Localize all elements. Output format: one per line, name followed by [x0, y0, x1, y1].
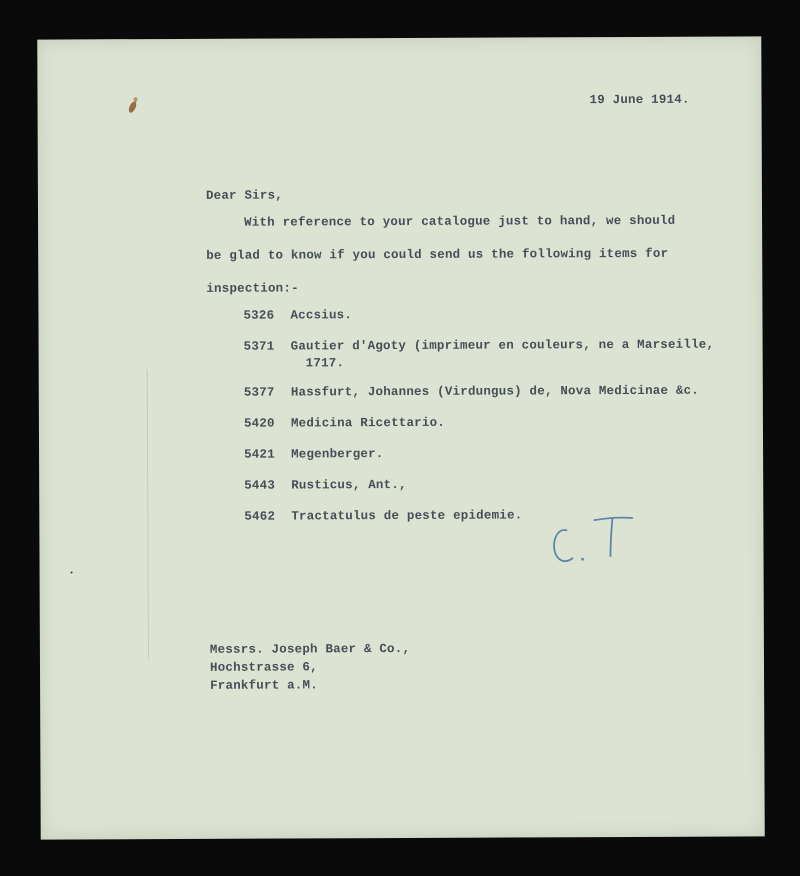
- item-title: Rusticus, Ant.,: [291, 477, 407, 493]
- item-title-continued: 1717.: [305, 356, 345, 371]
- item-title: Gautier d'Agoty (imprimeur en couleurs, ne a Marseille,: [290, 337, 715, 354]
- item-number: 5371: [243, 339, 275, 354]
- item-number: 5462: [244, 509, 276, 524]
- body-line-3: inspection:-: [206, 281, 299, 296]
- handwritten-initials: [544, 512, 644, 572]
- item-title: Accsius.: [290, 308, 353, 323]
- item-title: Medicina Ricettario.: [290, 415, 445, 431]
- address-line-2: Hochstrasse 6,: [209, 660, 318, 675]
- rust-stain-small: [134, 97, 138, 102]
- letter-page: [37, 36, 764, 839]
- address-line-1: Messrs. Joseph Baer & Co.,: [209, 641, 411, 657]
- address-line-3: Frankfurt a.M.: [210, 678, 318, 693]
- rust-stain: [127, 100, 137, 113]
- item-number: 5377: [243, 385, 275, 400]
- margin-crease: [147, 369, 149, 659]
- item-title: Megenberger.: [291, 447, 384, 462]
- item-title: Hassfurt, Johannes (Virdungus) de, Nova Medicinae &c.: [290, 383, 699, 400]
- item-title: Tractatulus de peste epidemie.: [291, 508, 523, 524]
- item-number: 5421: [244, 447, 275, 462]
- item-number: 5443: [244, 478, 276, 493]
- letter-date: 19 June 1914.: [589, 92, 690, 108]
- ink-dot: [71, 571, 73, 573]
- body-line-2: be glad to know if you could send us the following items for: [206, 246, 669, 263]
- item-number: 5326: [243, 308, 275, 323]
- item-number: 5420: [243, 416, 275, 431]
- body-line-1: With reference to your catalogue just to hand, we should: [244, 213, 676, 230]
- salutation: Dear Sirs,: [205, 188, 283, 203]
